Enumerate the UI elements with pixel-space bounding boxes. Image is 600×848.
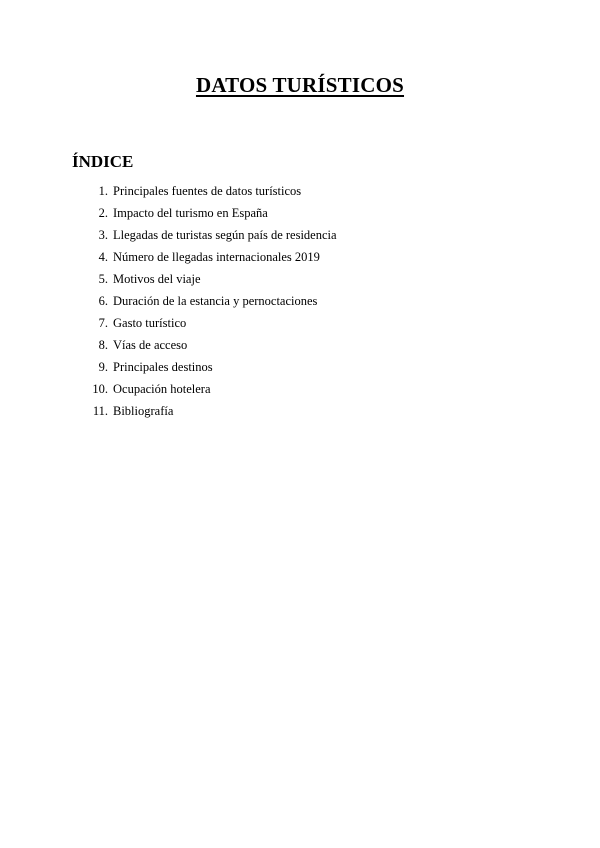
toc-item xyxy=(86,224,337,246)
toc-item-label: Llegadas de turistas según país de residencia xyxy=(113,228,337,242)
toc-item xyxy=(86,290,337,312)
toc-item-number: 5. xyxy=(98,272,108,286)
document-title: DATOS TURÍSTICOS xyxy=(195,73,405,97)
toc-item-number: 8. xyxy=(98,338,108,352)
toc-item-number: 10. xyxy=(92,382,108,396)
toc-item-number: 3. xyxy=(98,228,108,242)
toc-item xyxy=(86,312,337,334)
toc-item xyxy=(86,400,337,422)
toc-item-number: 7. xyxy=(98,316,108,330)
toc-item-label: Impacto del turismo en España xyxy=(113,206,268,220)
table-of-contents xyxy=(86,180,337,422)
toc-item-label: Vías de acceso xyxy=(113,338,188,352)
toc-item-number: 4. xyxy=(98,250,108,264)
toc-item xyxy=(86,378,337,400)
toc-item-number: 1. xyxy=(98,184,108,198)
toc-item xyxy=(86,246,337,268)
toc-item-label: Ocupación hotelera xyxy=(113,382,211,396)
toc-item-label: Motivos del viaje xyxy=(113,272,201,286)
toc-item xyxy=(86,334,337,356)
toc-item xyxy=(86,180,337,202)
toc-item-label: Principales destinos xyxy=(113,360,213,374)
toc-item xyxy=(86,202,337,224)
toc-item-label: Principales fuentes de datos turísticos xyxy=(113,184,302,198)
toc-item-number: 11. xyxy=(92,404,108,418)
toc-item-number: 6. xyxy=(98,294,108,308)
index-heading: ÍNDICE xyxy=(72,152,134,171)
toc-item-label: Bibliografía xyxy=(113,404,174,418)
toc-item xyxy=(86,268,337,290)
toc-item-label: Gasto turístico xyxy=(113,316,187,330)
toc-item-number: 9. xyxy=(98,360,108,374)
toc-item-label: Número de llegadas internacionales 2019 xyxy=(113,250,320,264)
toc-item-number: 2. xyxy=(98,206,108,220)
toc-item-label: Duración de la estancia y pernoctaciones xyxy=(113,294,318,308)
toc-item xyxy=(86,356,337,378)
